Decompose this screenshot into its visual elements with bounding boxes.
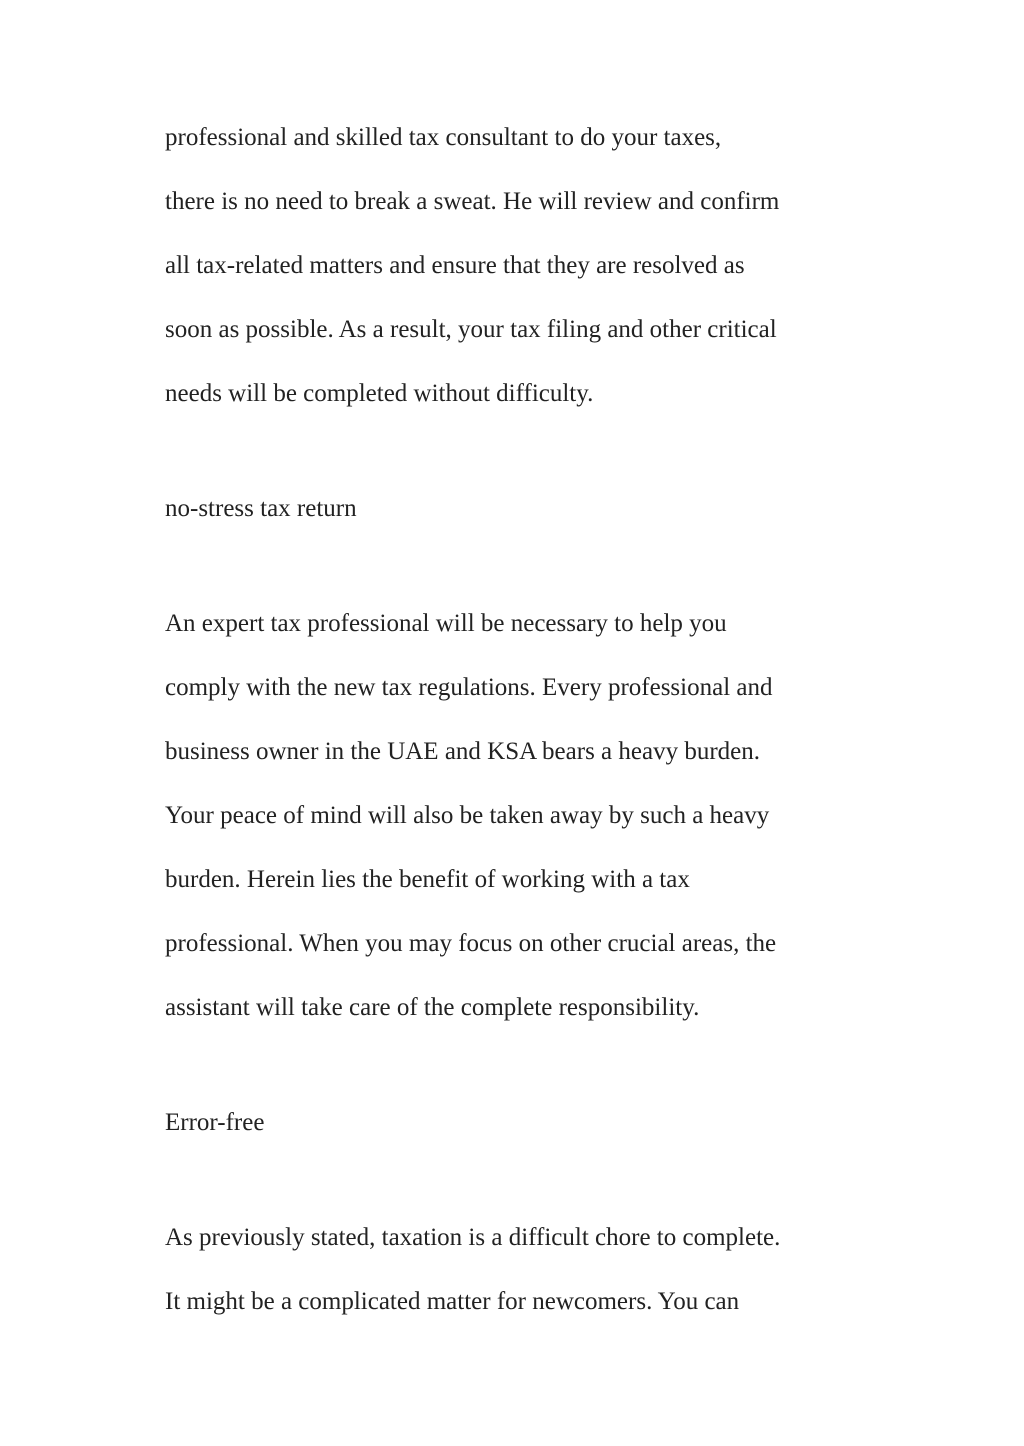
text-line: An expert tax professional will be necessary to help you <box>165 610 727 637</box>
paragraph-spacer <box>165 1155 885 1206</box>
text-line: comply with the new tax regulations. Every professional and <box>165 674 773 701</box>
text-line: burden. Herein lies the benefit of working with a tax <box>165 866 690 893</box>
section-heading-error-free <box>165 1091 885 1155</box>
text-line: Your peace of mind will also be taken away by such a heavy <box>165 802 770 829</box>
document-body <box>165 106 885 1334</box>
text-line: there is no need to break a sweat. He will review and confirm <box>165 188 780 215</box>
text-line: all tax-related matters and ensure that they are resolved as <box>165 252 745 279</box>
text-line: assistant will take care of the complete responsibility. <box>165 994 700 1021</box>
paragraph-previously-stated <box>165 1206 885 1334</box>
text-line: business owner in the UAE and KSA bears a heavy burden. <box>165 738 761 765</box>
heading-line: Error-free <box>165 1109 265 1136</box>
paragraph-spacer <box>165 1040 885 1091</box>
text-line: soon as possible. As a result, your tax filing and other critical <box>165 316 777 343</box>
text-line: professional and skilled tax consultant to do your taxes, <box>165 124 722 151</box>
text-line: needs will be completed without difficulty. <box>165 380 594 407</box>
paragraph-spacer <box>165 541 885 592</box>
text-line: As previously stated, taxation is a difficult chore to complete. <box>165 1224 781 1251</box>
paragraph-tax-consultant <box>165 106 885 426</box>
paragraph-expert-professional <box>165 592 885 1040</box>
paragraph-spacer <box>165 426 885 477</box>
text-line: professional. When you may focus on other crucial areas, the <box>165 930 777 957</box>
section-heading-no-stress <box>165 477 885 541</box>
text-line: It might be a complicated matter for newcomers. You can <box>165 1288 740 1315</box>
heading-line: no-stress tax return <box>165 495 357 522</box>
